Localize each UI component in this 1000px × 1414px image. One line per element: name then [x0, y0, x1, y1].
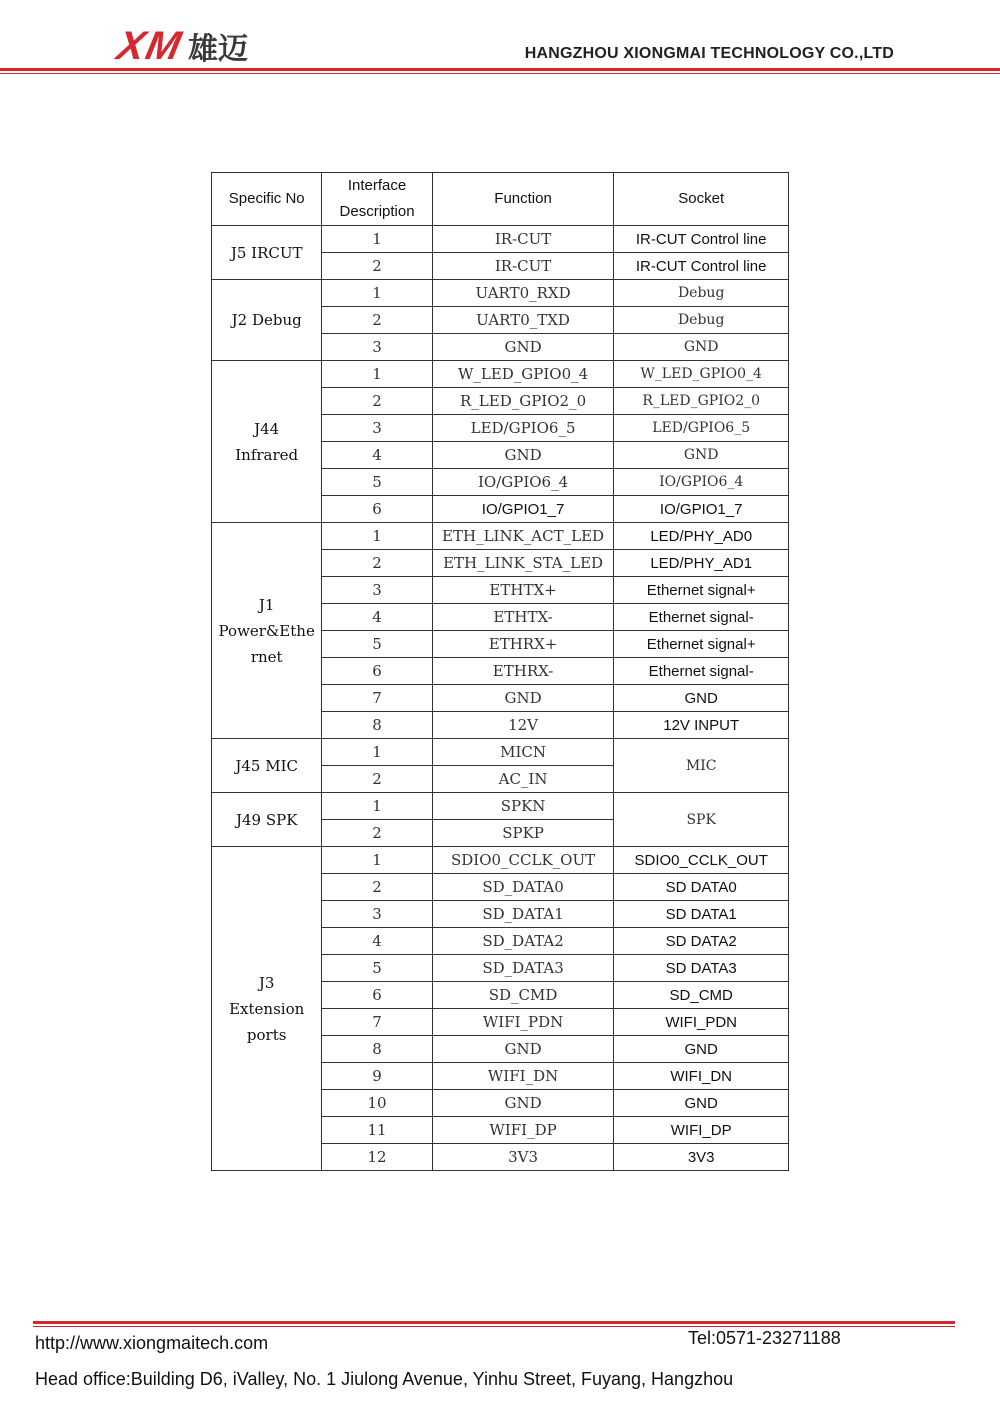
connector-name: J5 IRCUT: [212, 226, 322, 280]
pin-function: SD_DATA2: [432, 928, 614, 955]
pin-number: 3: [322, 901, 432, 928]
pin-socket: SD DATA2: [614, 928, 789, 955]
pin-socket: W_LED_GPIO0_4: [614, 361, 789, 388]
connector-name: J49 SPK: [212, 793, 322, 847]
connector-name: J3 Extension ports: [212, 847, 322, 1171]
pin-function: UART0_RXD: [432, 280, 614, 307]
pin-socket: LED/PHY_AD1: [614, 550, 789, 577]
pin-number: 6: [322, 658, 432, 685]
pin-socket: IO/GPIO1_7: [614, 496, 789, 523]
pin-socket: WIFI_DP: [614, 1117, 789, 1144]
pin-function: R_LED_GPIO2_0: [432, 388, 614, 415]
pin-function: 12V: [432, 712, 614, 739]
pin-socket: IR-CUT Control line: [614, 226, 789, 253]
pin-socket: SD DATA3: [614, 955, 789, 982]
pin-function: IO/GPIO6_4: [432, 469, 614, 496]
pin-socket: Ethernet signal-: [614, 604, 789, 631]
pin-number: 4: [322, 442, 432, 469]
pin-socket: MIC: [614, 739, 789, 793]
pin-function: IR-CUT: [432, 226, 614, 253]
pin-function: SD_DATA3: [432, 955, 614, 982]
pin-socket: Ethernet signal-: [614, 658, 789, 685]
footer-address: Head office:Building D6, iValley, No. 1 Jiulong Avenue, Yinhu Street, Fuyang, Hangzhou: [35, 1369, 734, 1389]
pin-function: LED/GPIO6_5: [432, 415, 614, 442]
pin-number: 5: [322, 631, 432, 658]
pin-number: 5: [322, 469, 432, 496]
pin-socket: 3V3: [614, 1144, 789, 1171]
connector-name: J44 Infrared: [212, 361, 322, 523]
table-row: [212, 847, 789, 874]
table-row: [212, 793, 789, 820]
pin-function: GND: [432, 442, 614, 469]
pin-socket: SDIO0_CCLK_OUT: [614, 847, 789, 874]
pin-number: 9: [322, 1063, 432, 1090]
pin-number: 7: [322, 1009, 432, 1036]
pin-socket: IR-CUT Control line: [614, 253, 789, 280]
pin-socket: Debug: [614, 280, 789, 307]
header-rule: [0, 68, 1000, 71]
pin-number: 1: [322, 280, 432, 307]
pin-number: 7: [322, 685, 432, 712]
pin-number: 2: [322, 550, 432, 577]
pin-socket: Ethernet signal+: [614, 577, 789, 604]
pin-function: UART0_TXD: [432, 307, 614, 334]
pin-function: IR-CUT: [432, 253, 614, 280]
pin-socket: GND: [614, 1090, 789, 1117]
pin-socket: GND: [614, 442, 789, 469]
table-header-row: [212, 173, 789, 226]
pin-socket: GND: [614, 685, 789, 712]
pin-function: WIFI_DN: [432, 1063, 614, 1090]
table-row: [212, 523, 789, 550]
pin-socket: SD DATA0: [614, 874, 789, 901]
footer-telephone: Tel:0571-23271188: [688, 1328, 841, 1348]
pin-function: GND: [432, 1036, 614, 1063]
pin-function: ETH_LINK_ACT_LED: [432, 523, 614, 550]
pin-function: SDIO0_CCLK_OUT: [432, 847, 614, 874]
pin-socket: R_LED_GPIO2_0: [614, 388, 789, 415]
pin-number: 2: [322, 874, 432, 901]
pin-socket: SD_CMD: [614, 982, 789, 1009]
pin-function: WIFI_DP: [432, 1117, 614, 1144]
company-logo: [113, 24, 248, 68]
pin-socket: Debug: [614, 307, 789, 334]
footer-url: http://www.xiongmaitech.com: [35, 1333, 269, 1353]
pin-number: 1: [322, 523, 432, 550]
pin-number: 2: [322, 766, 432, 793]
pin-function: GND: [432, 334, 614, 361]
pin-number: 6: [322, 496, 432, 523]
connector-name: J45 MIC: [212, 739, 322, 793]
header-socket: Socket: [614, 173, 789, 226]
footer-rule: [33, 1321, 955, 1324]
pin-number: 6: [322, 982, 432, 1009]
pin-number: 1: [322, 226, 432, 253]
logo-mark: XM: [113, 24, 187, 68]
header-interface-description: Interface Description: [322, 173, 432, 226]
pin-number: 3: [322, 334, 432, 361]
pin-number: 1: [322, 739, 432, 766]
pin-function: ETH_LINK_STA_LED: [432, 550, 614, 577]
pin-number: 11: [322, 1117, 432, 1144]
pin-number: 1: [322, 361, 432, 388]
company-name: HANGZHOU XIONGMAI TECHNOLOGY CO.,LTD: [524, 45, 894, 62]
pin-function: ETHRX+: [432, 631, 614, 658]
logo-chinese-name: 雄迈: [188, 32, 248, 67]
pin-number: 1: [322, 793, 432, 820]
pin-function: SPKN: [432, 793, 614, 820]
pin-function: ETHRX-: [432, 658, 614, 685]
pin-number: 2: [322, 820, 432, 847]
pin-socket: 12V INPUT: [614, 712, 789, 739]
pin-function: SD_DATA1: [432, 901, 614, 928]
pin-function: SD_CMD: [432, 982, 614, 1009]
pin-function: W_LED_GPIO0_4: [432, 361, 614, 388]
table-row: [212, 361, 789, 388]
connector-name: J1 Power&Ethe rnet: [212, 523, 322, 739]
pin-socket: WIFI_PDN: [614, 1009, 789, 1036]
pin-number: 1: [322, 847, 432, 874]
pin-number: 3: [322, 577, 432, 604]
pin-function: GND: [432, 1090, 614, 1117]
pin-function: MICN: [432, 739, 614, 766]
pin-function: GND: [432, 685, 614, 712]
pin-function: SD_DATA0: [432, 874, 614, 901]
pin-socket: IO/GPIO6_4: [614, 469, 789, 496]
pin-function: AC_IN: [432, 766, 614, 793]
pin-number: 10: [322, 1090, 432, 1117]
pin-number: 2: [322, 307, 432, 334]
pin-socket: GND: [614, 1036, 789, 1063]
pin-function: WIFI_PDN: [432, 1009, 614, 1036]
pin-number: 2: [322, 253, 432, 280]
pin-socket: Ethernet signal+: [614, 631, 789, 658]
pin-number: 5: [322, 955, 432, 982]
pin-number: 8: [322, 712, 432, 739]
pin-number: 12: [322, 1144, 432, 1171]
pin-number: 4: [322, 928, 432, 955]
table-row: [212, 739, 789, 766]
pin-function: IO/GPIO1_7: [432, 496, 614, 523]
footer-rule-thin: [33, 1326, 955, 1327]
header-specific-no: Specific No: [212, 173, 322, 226]
table-row: [212, 226, 789, 253]
connector-name: J2 Debug: [212, 280, 322, 361]
pin-definition-table: [211, 172, 789, 1171]
pin-socket: LED/GPIO6_5: [614, 415, 789, 442]
pin-socket: WIFI_DN: [614, 1063, 789, 1090]
pin-function: ETHTX+: [432, 577, 614, 604]
pin-socket: GND: [614, 334, 789, 361]
pin-number: 2: [322, 388, 432, 415]
pin-socket: SPK: [614, 793, 789, 847]
pin-number: 8: [322, 1036, 432, 1063]
pin-number: 4: [322, 604, 432, 631]
table-row: [212, 280, 789, 307]
pin-socket: SD DATA1: [614, 901, 789, 928]
table-body: [212, 226, 789, 1171]
pin-function: SPKP: [432, 820, 614, 847]
pin-function: ETHTX-: [432, 604, 614, 631]
pin-socket: LED/PHY_AD0: [614, 523, 789, 550]
pin-function: 3V3: [432, 1144, 614, 1171]
pin-number: 3: [322, 415, 432, 442]
header-rule-thin: [0, 73, 1000, 74]
header-function: Function: [432, 173, 614, 226]
